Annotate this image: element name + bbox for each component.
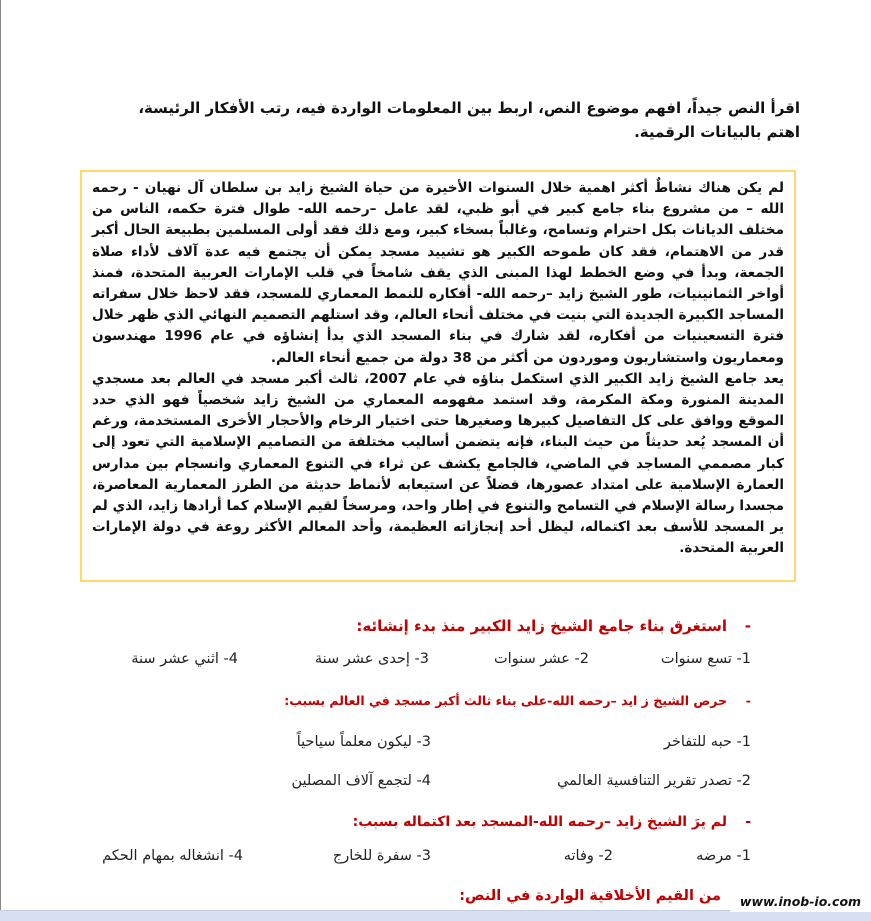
q3-option-1[interactable]: 1- مرضه — [696, 848, 751, 864]
question-2-options-row-1 — [0, 734, 871, 756]
watermark: www.inob-io.com — [730, 892, 871, 912]
question-3-text: لم يرَ الشيخ زايد –رحمه الله-المسجد بعد اكتماله بسبب: — [352, 814, 727, 830]
question-bullet: - — [745, 814, 751, 830]
question-2 — [284, 693, 751, 708]
instructions-text: اقرأ النص جيداً، افهم موضوع النص، اربط بين المعلومات الواردة فيه، رتب الأفكار الرئيسة، اهتم بالبيانات الرقمية. — [138, 99, 800, 141]
question-4 — [459, 888, 721, 904]
question-3 — [353, 814, 751, 830]
question-1-text: استغرق بناء جامع الشيخ زايد الكبير منذ بدء إنشائه: — [356, 617, 727, 635]
q3-option-3[interactable]: 3- سفرة للخارج — [332, 848, 431, 864]
q1-option-2[interactable]: 2- عشر سنوات — [494, 651, 589, 667]
question-3-options — [0, 848, 871, 870]
q3-option-4[interactable]: 4- انشغاله بمهام الحكم — [102, 848, 243, 864]
q2-option-4[interactable]: 4- لتجمع آلاف المصلين — [291, 773, 431, 789]
question-2-text: حرص الشيخ ز ايد –رحمه الله-على بناء ثالث أكبر مسجد في العالم بسبب: — [284, 693, 727, 708]
question-4-text: من القيم الأخلاقية الواردة في النص: — [459, 888, 721, 904]
question-2-options-row-2 — [0, 773, 871, 795]
reading-passage-box — [80, 170, 796, 582]
q2-option-2[interactable]: 2- تصدر تقرير التنافسية العالمي — [557, 773, 751, 789]
q1-option-1[interactable]: 1- تسع سنوات — [660, 651, 751, 667]
q3-option-2[interactable]: 2- وفاته — [563, 848, 613, 864]
q2-option-3[interactable]: 3- ليكون معلماً سياحياً — [296, 734, 431, 750]
question-bullet: - — [745, 693, 751, 708]
q1-option-4[interactable]: 4- اثني عشر سنة — [131, 651, 238, 667]
question-bullet: - — [744, 617, 751, 635]
q2-option-1[interactable]: 1- حبه للتفاخر — [663, 734, 751, 750]
passage-paragraph-1: لم يكن هناك نشاطٌ أكثر اهمية خلال السنوات الأخيرة من حياة الشيخ زايد بن سلطان آل نهيان - رحمه الله – من مشروع بناء جامع كبير في أبو ظبي، لقد عامل –رحمه الله- طوال فترة حكمه، الناس من مختلف الديانات بكل احترام وتسامح، وغالباً بسخاء كبير، ومع ذلك فقد أولى المسلمين بطبيعة الحال أكبر قدر من الاهتمام، فقد كان طموحه الكبير هو تشييد مسجد يمكن أن يجتمع فيه عدة آلاف لأداء صلاة الجمعة، وبدأ في وضع الخطط لهذا المبنى الذي يقف شامخاً في قلب الإمارات العربية المتحدة، فمنذ أواخر الثمانينيات، طور الشيخ زايد –رحمه الله- أفكاره للنمط المعماري للمسجد، فقد لاحظ خلال سفراته المساجد الكبيرة الجديدة التي بنيت في مختلف أنحاء العالم، وقد استلهم التصميم النهائي الذي ظهر خلال فترة التسعينيات من أفكاره، لقد شارك في بناء المسجد الذي بدأ إنشاؤه في عام 1996 مهندسون ومعماريون واستشاريون وموردون من أكثر من 38 دولة من جميع أنحاء العالم. — [92, 180, 784, 366]
passage-paragraph-2: يعد جامع الشيخ زايد الكبير الذي استكمل بناؤه في عام 2007، ثالث أكبر مسجد في العالم بعد مسجدي المدينة المنورة ومكة المكرمة، وقد استمد مفهومه المعماري من الشيخ زايد شخصياً فهو الذي حدد الموقع ووافق على كل التفاصيل كبيرها وصغيرها حتى اختيار الرخام والأحجار الأخرى المستخدمة، ورغم أن المسجد يُعد حديثاً من حيث البناء، فإنه يتضمن أساليب مختلفة من التصاميم الإسلامية التي تعود إلى كبار مصممي المساجد في الماضي، فالجامع يكشف عن ثراء في التنوع المعماري وانسجام بين مدارس العمارة الإسلامية على امتداد عصورها، فضلاً عن استيعابه لأنماط حديثة من الطرز المعمارية المعاصرة، مجسدا رسالة الإسلام في التسامح والتنوع في إطار واحد، ومرسخاً لقيم الإسلام كما أرادها زايد، الذي لم ير المسجد للأسف بعد اكتماله، ليظل أحد إنجازاته العظيمة، وأحد المعالم الأكثر روعة في دولة الإمارات العربية المتحدة. — [92, 370, 784, 557]
question-1-options — [0, 651, 871, 673]
question-1 — [356, 617, 751, 635]
q1-option-3[interactable]: 3- إحدى عشر سنة — [314, 651, 429, 667]
